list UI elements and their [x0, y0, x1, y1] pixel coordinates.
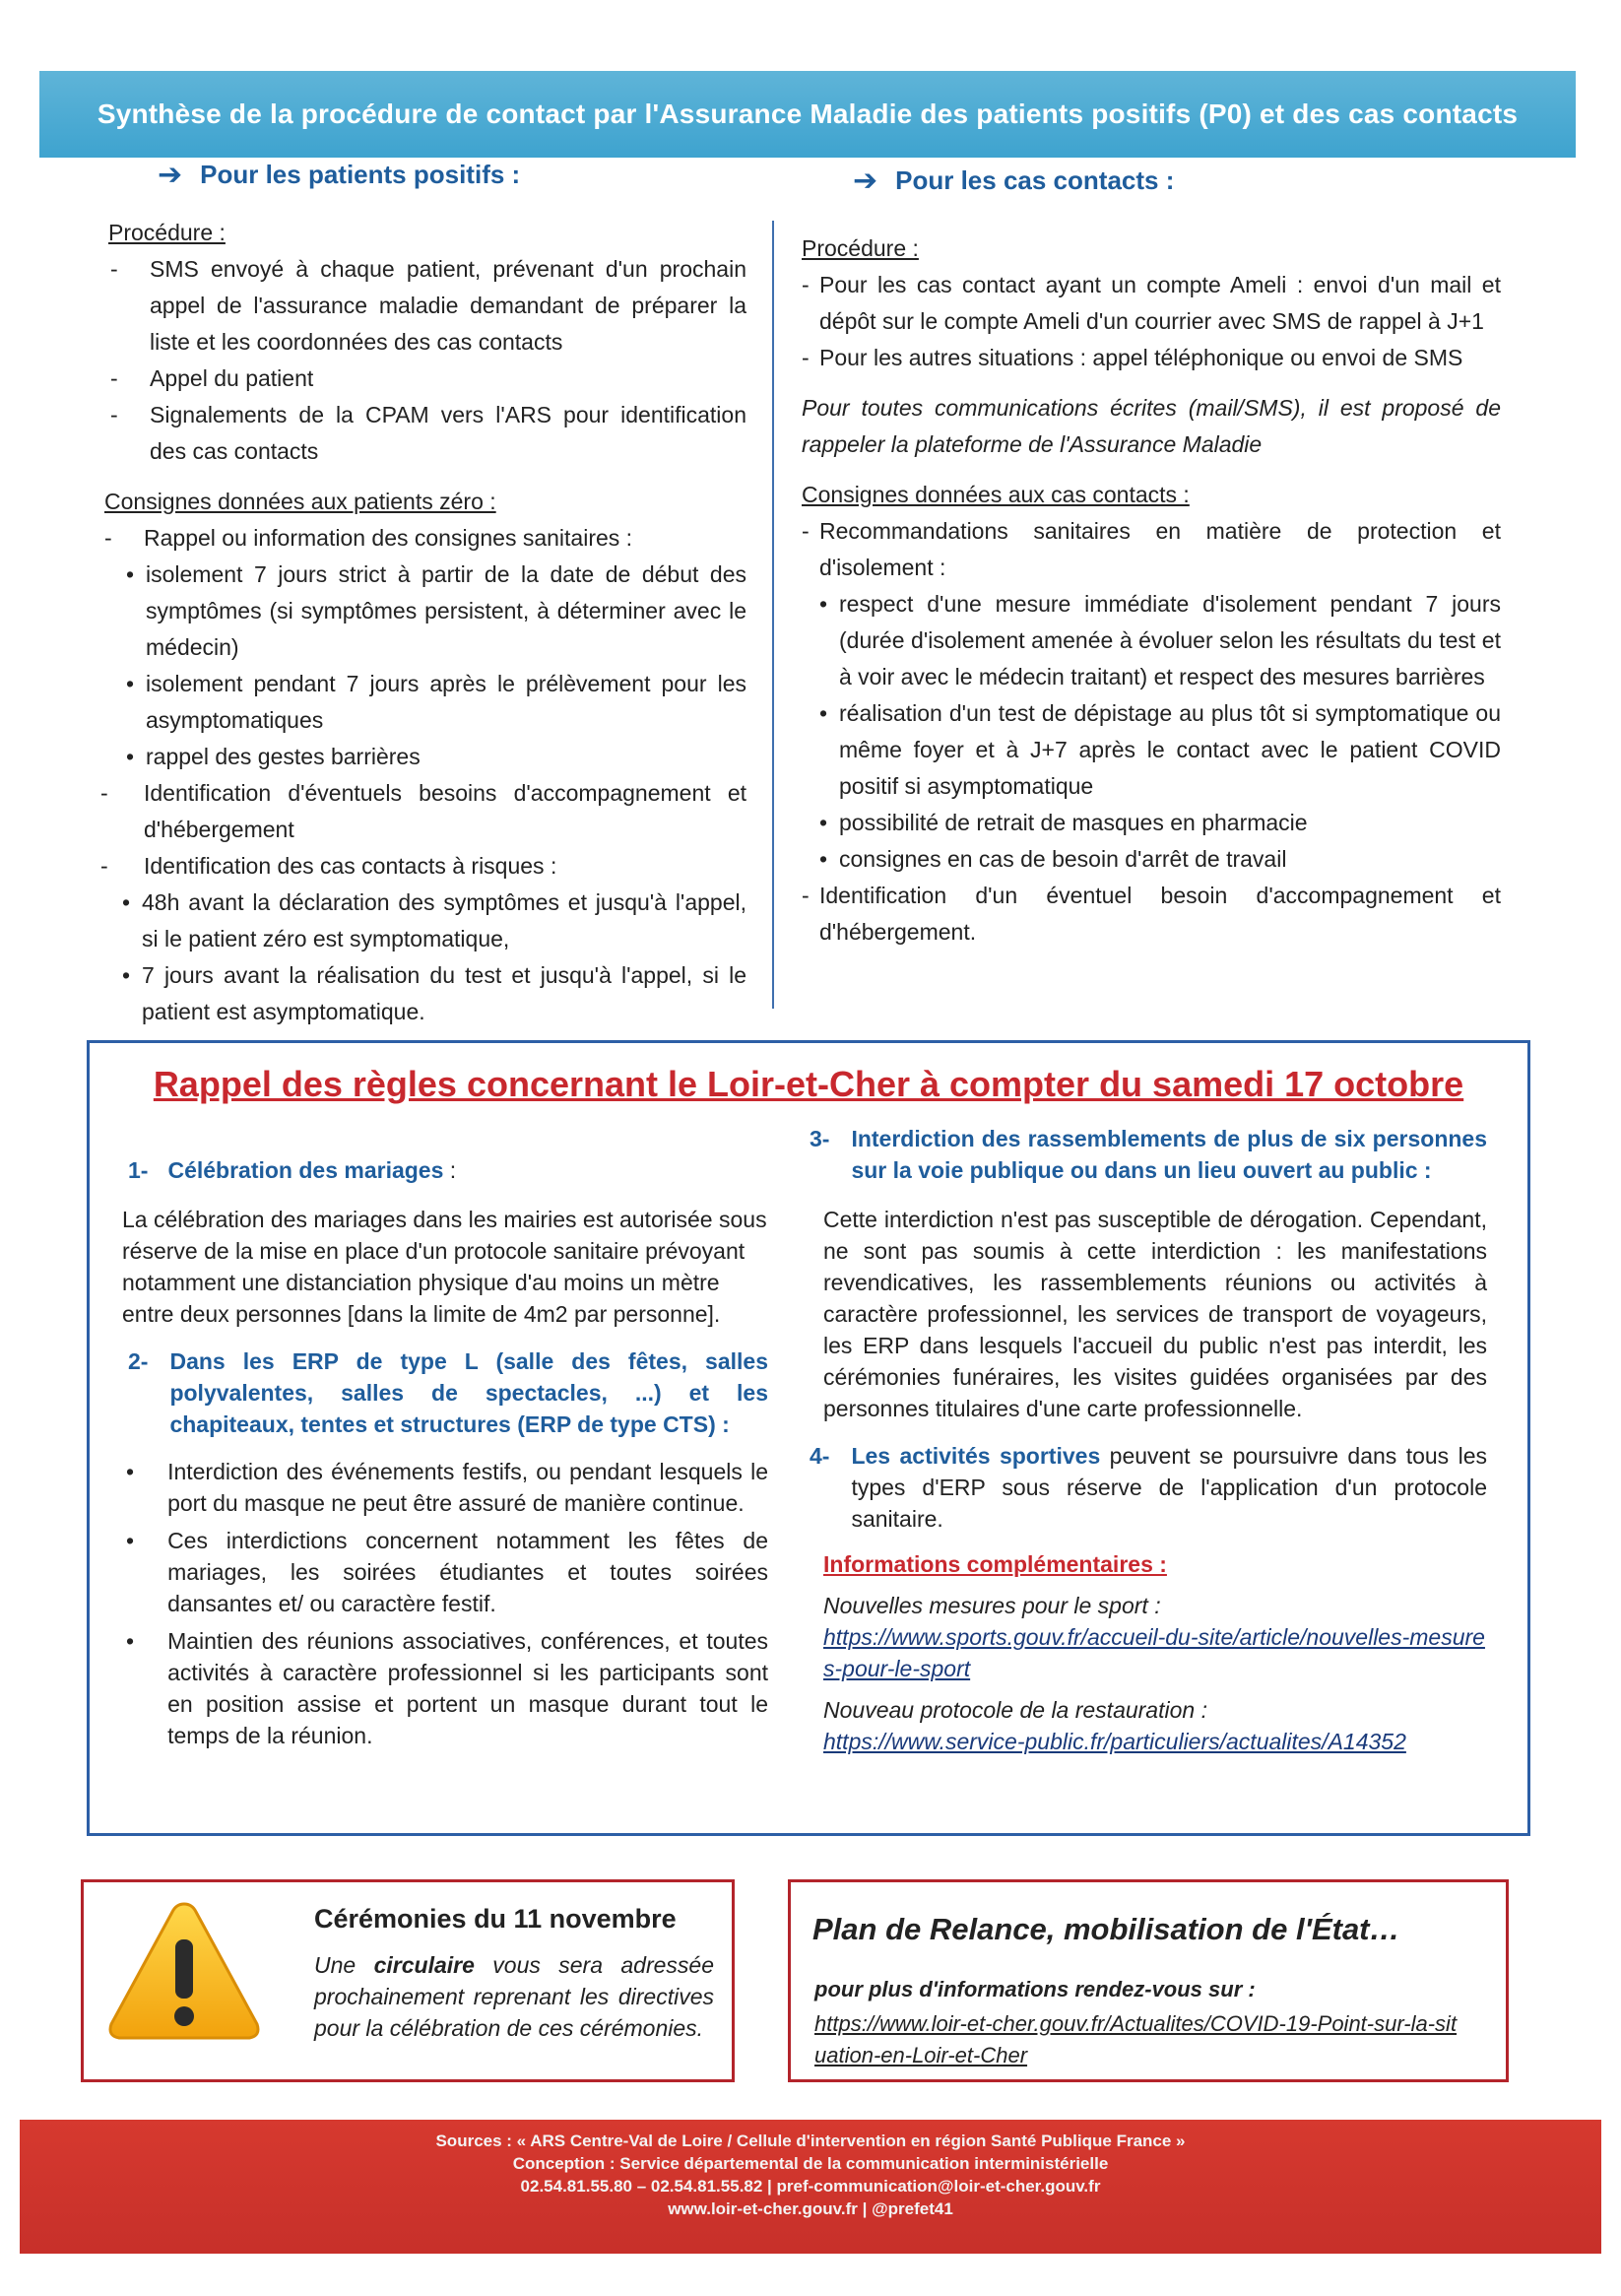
- resto-link[interactable]: https://www.service-public.fr/particuliers/actualites/A14352: [823, 1729, 1406, 1754]
- rules-left-column: [122, 1154, 768, 1751]
- bullet-item: • isolement pendant 7 jours après le prélèvement pour les asymptomatiques: [126, 671, 746, 733]
- italic-note: Pour toutes communications écrites (mail/SMS), il est proposé de rappeler la plateforme de l'Assurance Maladie: [802, 395, 1501, 457]
- section-1-heading: 1- Célébration des mariages :: [128, 1157, 457, 1183]
- left-procedure-label: Procédure :: [108, 220, 226, 245]
- footer-contact: 02.54.81.55.80 – 02.54.81.55.82 | pref-communication@loir-et-cher.gouv.fr: [520, 2177, 1101, 2196]
- bullet-item: • Interdiction des événements festifs, ou pendant lesquels le port du masque ne peut être assuré de manière continue.: [126, 1459, 768, 1516]
- bullet-item: • 48h avant la déclaration des symptômes et jusqu'à l'appel, si le patient zéro est symptomatique,: [122, 889, 746, 951]
- list-item: - Recommandations sanitaires en matière de protection et d'isolement :: [802, 518, 1501, 580]
- bullet-item: • isolement 7 jours strict à partir de la date de début des symptômes (si symptômes persistent, à déterminer avec le médecin): [126, 561, 746, 660]
- sport-label: Nouvelles mesures pour le sport :: [823, 1593, 1161, 1618]
- list-item: - Identification d'éventuels besoins d'accompagnement et d'hébergement: [100, 780, 746, 842]
- list-item: - Pour les cas contact ayant un compte Ameli : envoi d'un mail et dépôt sur le compte Ameli d'un courrier avec SMS de rappel à J+1: [802, 272, 1501, 334]
- bullet-item: • respect d'une mesure immédiate d'isolement pendant 7 jours (durée d'isolement amenée à évoluer selon les résultats du test et à voir avec le médecin traitant) et respect des mesures barrières: [819, 591, 1501, 689]
- footer-sources: Sources : « ARS Centre-Val de Loire / Cellule d'intervention en région Santé Publique France »: [435, 2132, 1186, 2150]
- right-heading: [853, 165, 1174, 196]
- left-column: [100, 215, 746, 1030]
- ceremonies-box: [81, 1879, 735, 2082]
- relance-title: Plan de Relance, mobilisation de l'État…: [812, 1912, 1400, 1946]
- right-procedure-label: Procédure :: [802, 235, 919, 261]
- right-arrow-icon: ➔: [158, 158, 183, 191]
- list-item: - SMS envoyé à chaque patient, prévenant d'un prochain appel de l'assurance maladie demandant de préparer la liste et les coordonnées des cas contacts: [110, 256, 746, 355]
- list-item: - Rappel ou information des consignes sanitaires :: [104, 525, 633, 551]
- banner-title: Synthèse de la procédure de contact par l'Assurance Maladie des patients positifs (P0) et des cas contacts: [97, 98, 1519, 129]
- footer-conception: Conception : Service départemental de la communication interministérielle: [512, 2154, 1109, 2173]
- column-divider: [772, 221, 774, 1009]
- left-heading-text: Pour les patients positifs :: [200, 160, 521, 189]
- bullet-item: • réalisation d'un test de dépistage au plus tôt si symptomatique ou même foyer et à J+7 après le contact avec le patient COVID positif si asymptomatique: [819, 700, 1501, 799]
- section-3-heading: 3- Interdiction des rassemblements de plus de six personnes sur la voie publique ou dans un lieu ouvert au public :: [810, 1126, 1487, 1183]
- rules-right-column: [810, 1123, 1487, 1757]
- section-3-text: Cette interdiction n'est pas susceptible de dérogation. Cependant, ne sont pas soumis à cette interdiction : les manifestations revendicatives, les rassemblements réunions ou activités à caractère professionnel, les services de transport de voyageurs, les ERP dans lesquels l'accueil du public n'est pas interdit, les cérémonies funéraires, les visites guidées organisées par des personnes titulaires d'une carte professionnelle.: [823, 1207, 1487, 1421]
- relance-box: [788, 1879, 1509, 2082]
- section-4: 4- Les activités sportives peuvent se poursuivre dans tous les types d'ERP sous réserve de l'application d'un protocole sanitaire.: [810, 1443, 1487, 1532]
- relance-subtitle: pour plus d'informations rendez-vous sur :: [814, 1977, 1256, 2001]
- ceremonies-text: Une circulaire vous sera adressée prochainement reprenant les directives pour la célébration de ces cérémonies.: [314, 1952, 714, 2041]
- list-item: - Identification d'un éventuel besoin d'accompagnement et d'hébergement.: [802, 883, 1501, 945]
- bullet-item: • rappel des gestes barrières: [126, 744, 421, 769]
- right-consignes-label: Consignes données aux cas contacts :: [802, 482, 1190, 507]
- bullet-item: • 7 jours avant la réalisation du test et jusqu'à l'appel, si le patient est asymptomatique.: [122, 962, 746, 1024]
- section-2-heading: 2- Dans les ERP de type L (salle des fêtes, salles polyvalentes, salles de spectacles, ...) et les chapiteaux, tentes et structures (ERP de type CTS) :: [128, 1348, 768, 1437]
- warning-triangle-icon: [105, 1898, 263, 2046]
- footer-website: www.loir-et-cher.gouv.fr | @prefet41: [668, 2199, 953, 2218]
- right-column: [802, 230, 1501, 951]
- bullet-item: • consignes en cas de besoin d'arrêt de travail: [819, 846, 1287, 872]
- relance-link[interactable]: https://www.loir-et-cher.gouv.fr/Actualites/COVID-19-Point-sur-la-situation-en-Loir-et-Cher: [814, 2011, 1458, 2067]
- list-item: - Pour les autres situations : appel téléphonique ou envoi de SMS: [802, 345, 1463, 370]
- info-label: Informations complémentaires :: [823, 1551, 1167, 1577]
- bullet-item: • Maintien des réunions associatives, conférences, et toutes activités à caractère professionnel si les participants sont en position assise et portent un masque durant tout le temps de la réunion.: [126, 1628, 768, 1748]
- bullet-item: • Ces interdictions concernent notamment les fêtes de mariages, les soirées étudiantes et toutes soirées dansantes et/ ou caractère festif.: [126, 1528, 768, 1616]
- top-banner: [39, 71, 1576, 158]
- resto-label: Nouveau protocole de la restauration :: [823, 1697, 1207, 1723]
- sport-link[interactable]: https://www.sports.gouv.fr/accueil-du-site/article/nouvelles-mesures-pour-le-sport: [823, 1624, 1485, 1681]
- footer: [20, 2120, 1601, 2254]
- list-item: - Identification des cas contacts à risques :: [100, 853, 557, 879]
- right-arrow-icon: ➔: [853, 164, 878, 197]
- left-consignes-label: Consignes données aux patients zéro :: [104, 489, 496, 514]
- ceremonies-title: Cérémonies du 11 novembre: [314, 1904, 677, 1934]
- rules-title: Rappel des règles concernant le Loir-et-Cher à compter du samedi 17 octobre: [153, 1064, 1464, 1104]
- left-heading: [158, 160, 520, 190]
- list-item: - Appel du patient: [110, 365, 314, 391]
- list-item: - Signalements de la CPAM vers l'ARS pour identification des cas contacts: [110, 402, 746, 464]
- section-1-text: La célébration des mariages dans les mairies est autorisée sous réserve de la mise en place d'un protocole sanitaire prévoyant notamment une distanciation physique d'au moins un mètre entre deux personnes [dans la limite de 4m2 par personne].: [122, 1207, 767, 1327]
- right-heading-text: Pour les cas contacts :: [895, 165, 1175, 195]
- bullet-item: • possibilité de retrait de masques en pharmacie: [819, 810, 1308, 835]
